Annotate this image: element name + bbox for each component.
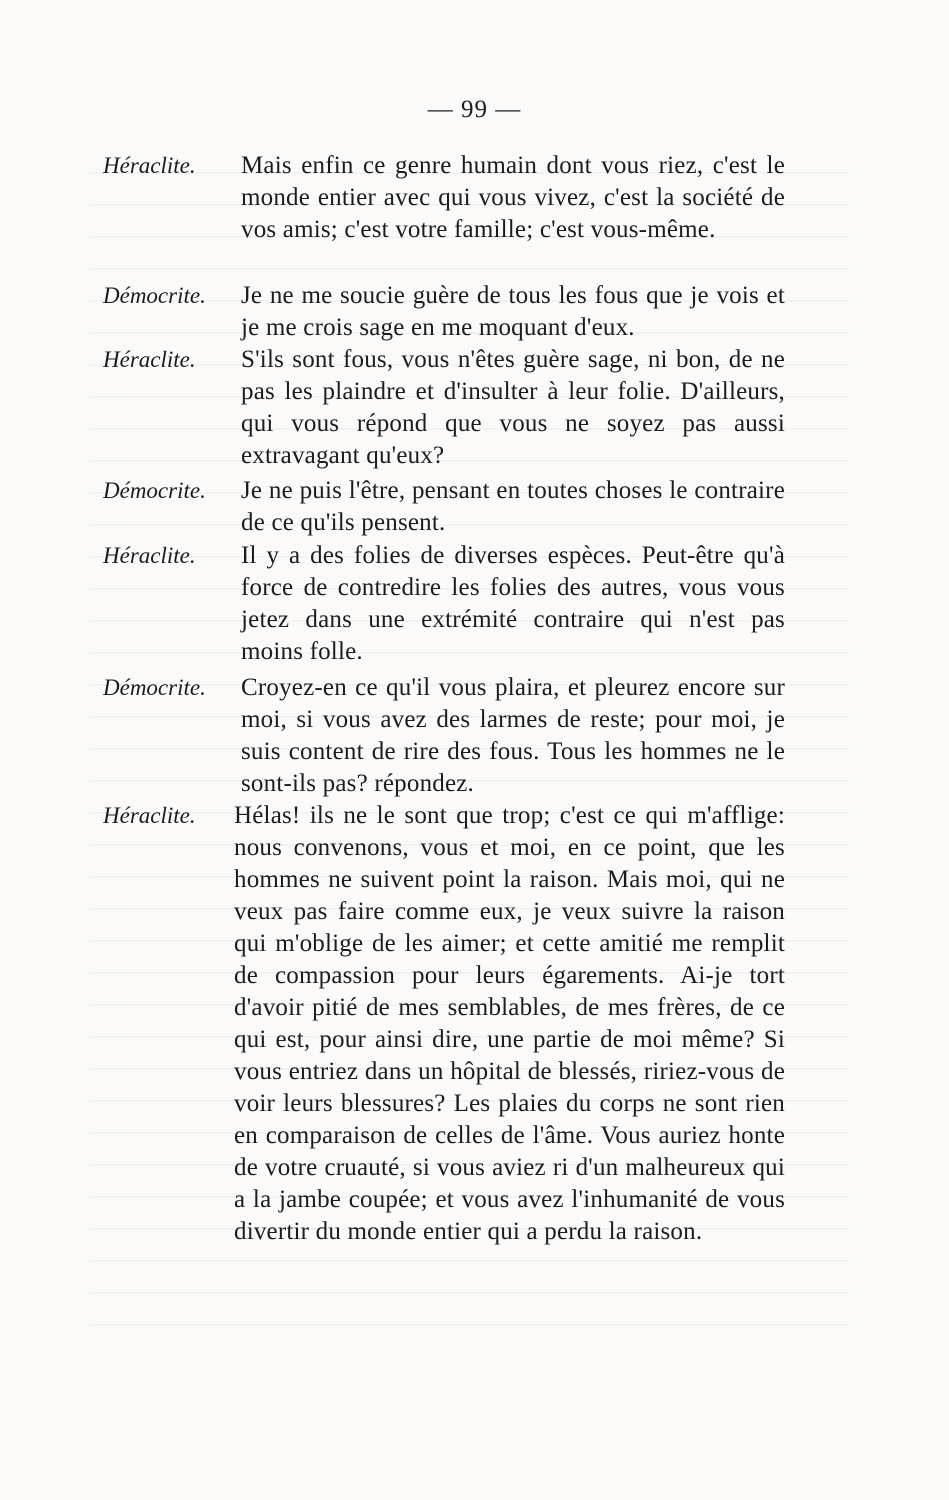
speaker-name: Démocrite. (103, 478, 206, 503)
speaker-name: Démocrite. (103, 283, 206, 308)
speech-text: Je ne me soucie guère de tous les fous que je vois et je me crois sage en me moquant d'eux. (241, 282, 785, 341)
speech-text: Croyez-en ce qu'il vous plaira, et pleurez encore sur moi, si vous avez des larmes de reste; pour moi, je suis content de rire des fous. Tous les hommes ne le sont-ils pas? répondez. (241, 674, 785, 797)
speech-text: Je ne puis l'être, pensant en toutes choses le contraire de ce qu'ils pensent. (241, 477, 785, 536)
speech-text: Mais enfin ce genre humain dont vous riez, c'est le monde entier avec qui vous vivez, c'est la société de vos amis; c'est votre famille; c'est vous-même. (241, 152, 785, 243)
speech-text: S'ils sont fous, vous n'êtes guère sage, ni bon, de ne pas les plaindre et d'insulter à leur folie. D'ailleurs, qui vous répond que vous ne soyez pas aussi extravagant qu'eux? (241, 346, 785, 469)
speaker-name: Héraclite. (103, 153, 196, 178)
speaker-name: Héraclite. (103, 543, 196, 568)
speaker-name: Héraclite. (103, 347, 196, 372)
speaker-name: Démocrite. (103, 675, 206, 700)
page-number: — 99 — (427, 96, 522, 123)
speaker-name: Héraclite. (103, 803, 196, 828)
speech-text: Hélas! ils ne le sont que trop; c'est ce qui m'afflige: nous convenons, vous et moi, en ce point, que les hommes ne suivent point la raison. Mais moi, qui ne veux pas faire comme eux, je veux suivre la raison qui m'oblige de les aimer; et cette amitié me remplit de compassion pour leurs égarements. Ai-je tort d'avoir pitié de mes semblables, de mes frères, de ce qui est, pour ainsi dire, une partie de moi même? Si vous entriez dans un hôpital de blessés, ririez-vous de voir leurs blessures? Les plaies du corps ne sont rien en comparaison de celles de l'âme. Vous auriez honte de votre cruauté, si vous aviez ri d'un malheureux qui a la jambe coupée; et vous avez l'inhumanité de vous divertir du monde entier qui a perdu la raison. (234, 802, 785, 1245)
speech-text: Il y a des folies de diverses espèces. Peut-être qu'à force de contredire les folies des autres, vous vous jetez dans une extrémité contraire qui n'est pas moins folle. (241, 542, 785, 665)
